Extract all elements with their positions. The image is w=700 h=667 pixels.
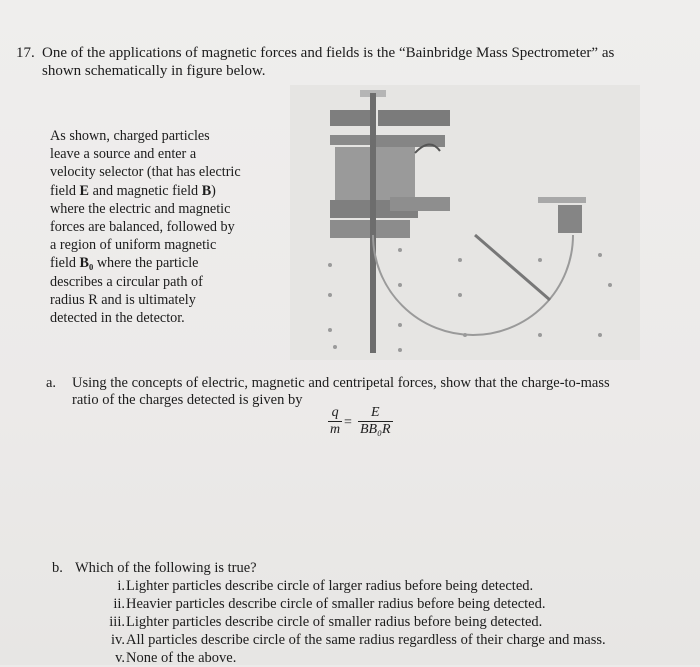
description-line: velocity selector (that has electric — [50, 164, 241, 181]
formula-rhs-numerator: E — [370, 405, 380, 420]
option-item — [80, 578, 534, 595]
description-line: radius R and is ultimately — [50, 291, 196, 308]
option-text: Heavier particles describe circle of smaller radius before being detected. — [126, 596, 546, 612]
question-text-line-1: One of the applications of magnetic forces and fields is the “Bainbridge Mass Spectrometer” as — [42, 45, 615, 61]
part-b-label: b. — [52, 560, 63, 576]
option-number: iii. — [109, 614, 125, 630]
description-line: detected in the detector. — [50, 310, 185, 327]
description-line: As shown, charged particles — [50, 128, 210, 144]
right-side-plate — [390, 197, 450, 211]
description-line: field B₀ where the particle — [50, 255, 199, 272]
option-text: Lighter particles describe circle of larger radius before being detected. — [126, 578, 534, 594]
option-text: All particles describe circle of the same radius regardless of their charge and mass. — [126, 632, 606, 648]
description-line: field E and magnetic field B) — [50, 182, 216, 199]
velocity-selector-left-plate — [330, 110, 370, 126]
formula-rhs-fraction — [358, 405, 393, 438]
part-a-text-line-2: ratio of the charges detected is given by — [72, 392, 303, 408]
charge-to-mass-formula — [320, 405, 440, 457]
mass-spectrometer-figure — [290, 85, 640, 360]
option-number: v. — [115, 650, 125, 666]
formula-lhs-denominator: m — [330, 422, 341, 437]
part-a-text-line-1: Using the concepts of electric, magnetic and centripetal forces, show that the charge-to-mass — [72, 375, 610, 391]
formula-rhs-denominator: BB₀R — [360, 422, 391, 437]
description-line: describes a circular path of — [50, 273, 203, 290]
option-number: iv. — [111, 632, 125, 648]
question-number: 17. — [16, 45, 35, 61]
particle-beam-channel — [370, 93, 376, 353]
option-item — [80, 650, 237, 667]
part-b-question: Which of the following is true? — [75, 560, 257, 576]
option-text: Lighter particles describe circle of smaller radius before being detected. — [126, 614, 543, 630]
description-line: a region of uniform magnetic — [50, 237, 217, 254]
detector-box — [558, 205, 582, 233]
formula-lhs-fraction — [328, 405, 342, 438]
formula-lhs-numerator: q — [331, 405, 339, 420]
velocity-selector-top-plate — [378, 110, 450, 126]
detector-label-blob — [538, 197, 586, 203]
description-line: forces are balanced, followed by — [50, 219, 235, 236]
velocity-selector-left-plate-lower — [330, 135, 370, 145]
question-text-line-2: shown schematically in figure below. — [42, 63, 266, 79]
option-item — [80, 614, 543, 631]
option-item — [80, 632, 606, 649]
part-a-label: a. — [46, 375, 57, 391]
option-item — [80, 596, 546, 613]
description-line: leave a source and enter a — [50, 146, 197, 163]
formula-equals: = — [344, 415, 352, 430]
description-line: where the electric and magnetic — [50, 200, 231, 217]
description-paragraph — [50, 127, 270, 327]
option-number: i. — [117, 578, 125, 594]
option-number: ii. — [113, 596, 125, 612]
option-text: None of the above. — [126, 650, 237, 666]
